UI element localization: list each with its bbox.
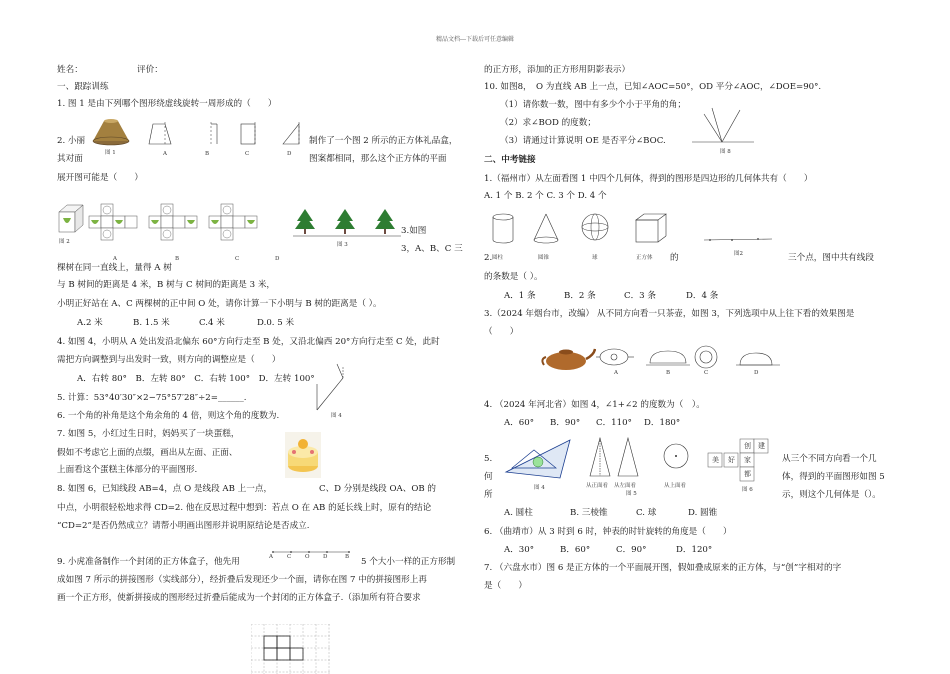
q2-opt-c: C [235, 256, 240, 262]
question-8-a: 8. 如图 6，已知线段 AB=4，点 O 是线段 AB 上一点， [57, 484, 273, 494]
m6-fig-caption: 图 6 [742, 487, 753, 493]
q1-opt-d: D [287, 151, 292, 157]
q2-opt-a: A [113, 256, 117, 262]
q2-nets [87, 202, 277, 254]
teapot-views [594, 343, 784, 373]
q3-opt-b: B. 1.5 米 [133, 318, 170, 328]
m-question-2-num: 2. [484, 253, 493, 263]
q1-option-b-shape [197, 122, 223, 146]
cube-shape [634, 212, 668, 246]
label-cube: 正方体 [636, 255, 653, 261]
m6-opt-b: B．60° [560, 545, 591, 555]
m6-opt-d: D．120° [676, 545, 713, 555]
m-question-1-options: A. 1 个 B. 2 个 C. 3 个 D. 4 个 [484, 191, 607, 201]
question-2-c: 其对面 [57, 154, 83, 164]
m-question-7-a: 7. （六盘水市）图 6 是正方体的一个平面展开图，假如叠成原来的正方体，与“创”字相对的字 [484, 563, 842, 573]
m2-fig-caption: 图2 [734, 251, 743, 257]
question-6: 6. 一个角的补角是这个角余角的 4 倍，则这个角的度数为. [57, 411, 280, 421]
m2-opt-d: D．4 条 [686, 291, 719, 301]
m5-opt-b: B. 三棱锥 [570, 508, 608, 518]
question-10-part-1: （1）请你数一数，图中有多少个小于平角的角； [500, 100, 686, 110]
question-10-part-2: （2）求∠BOD 的度数； [500, 118, 596, 128]
m4-opt-a: A．60° [504, 418, 535, 428]
question-8-b: C、D 分别是线段 OA、OB 的 [319, 484, 437, 494]
question-10: 10. 如图8， O 为直线 AB 上一点，已知∠AOC=50°，OD 平分∠AOC，∠DOE=90°. [484, 82, 822, 92]
three-views-figure [588, 436, 698, 482]
eval-label: 评价： [137, 65, 163, 75]
q3-opt-a: A.2 米 [77, 318, 103, 328]
gift-box-cube [57, 202, 85, 236]
m2-opt-c: C．3 条 [624, 291, 656, 301]
cake-image [285, 432, 321, 478]
question-2-e: 展开图可能是（ ） [57, 173, 143, 183]
q4-fig-caption: 图 4 [331, 413, 342, 419]
seg-label-a: A [269, 554, 273, 560]
m-question-4: 4. （2024 年河北省）如图 4，∠1+∠2 的度数为（ ）。 [484, 400, 705, 410]
q1-option-a-shape [147, 122, 173, 146]
view-front-label: 从正面看 [586, 483, 609, 489]
m-question-7-b: 是（ ） [484, 581, 527, 591]
question-4-a: 4. 如图 4，小明从 A 处出发沿北偏东 60°方向行走至 B 处，又沿北偏西 20°方向行走至 C 处，此时 [57, 337, 440, 347]
label-sphere: 球 [592, 255, 598, 261]
direction-figure [307, 358, 367, 412]
char-hao: 好 [728, 456, 735, 464]
question-1: 1. 图 1 是由下列哪个图形绕虚线旋转一周形成的（ ） [57, 99, 277, 109]
cube-net-grid-figure [251, 624, 331, 674]
question-7-a: 7. 如图 5，小红过生日时，妈妈买了一块蛋糕， [57, 429, 240, 439]
seg-label-c: C [287, 554, 292, 560]
question-9-b: 5 个大小一样的正方形制 [361, 557, 456, 567]
question-4-options: A．右转 80° B．左转 80° C．右转 100° D．左转 100° [77, 374, 315, 384]
char-chuang: 创 [744, 442, 751, 450]
cylinder-shape [490, 212, 516, 246]
question-7-b: 假如不考虑它上面的点缀，画出从左面、正面、 [57, 448, 238, 458]
question-9-a: 9. 小虎准备制作一个封闭的正方体盒子，他先用 [57, 557, 240, 567]
m5-fig5-caption: 图 5 [626, 491, 637, 497]
frustum-figure [91, 117, 131, 147]
m-question-5-a: 从三个不同方向看一个几 [782, 454, 877, 464]
char-du: 都 [744, 470, 751, 478]
right-continuation: 的正方形，添加的正方形用阴影表示） [484, 65, 631, 75]
question-2-d: 图案都相同，那么这个正方体的平面 [309, 154, 447, 164]
seg-label-d: D [323, 554, 328, 560]
m-question-6: 6. （曲靖市）从 3 时到 6 时，钟表的时针旋转的角度是（ ） [484, 527, 732, 537]
m-question-5-suo: 所 [484, 490, 493, 500]
question-8-d: “CD=2”是否仍然成立？请帮小明画出图形并说明原结论是否成立. [57, 521, 310, 531]
sphere-shape [580, 212, 610, 244]
q1-opt-a: A [163, 151, 167, 157]
triangle-ruler-figure [504, 438, 574, 484]
m4-opt-c: C．110° [596, 418, 632, 428]
cone-shape [532, 212, 560, 246]
m2-opt-a: A．1 条 [504, 291, 536, 301]
page-header: 精品文档---下载后可任意编辑 [435, 36, 515, 43]
angle-figure [690, 104, 756, 148]
line-segments-figure [702, 232, 774, 246]
q1-fig-caption: 图 1 [105, 150, 116, 156]
q3-opt-d: D.0. 5 米 [257, 318, 295, 328]
char-jian: 建 [758, 442, 765, 450]
m-question-1: 1.（福州市）从左面看图 1 中四个几何体，得到的图形是四边形的几何体共有（ ） [484, 174, 813, 184]
m2-opt-b: B．2 条 [564, 291, 596, 301]
question-3-a: 3.如图 [401, 226, 427, 236]
question-3-d: 与 B 树间的距离是 4 米，B 树与 C 树间的距离是 3 米， [57, 280, 276, 290]
view-left-label: 从左面看 [614, 483, 637, 489]
question-10-part-3: （3）请通过计算说明 OE 是否平分∠BOC. [500, 136, 666, 146]
char-mei: 美 [712, 456, 719, 464]
m3-opt-c: C [704, 370, 709, 376]
q1-option-d-shape [279, 122, 305, 146]
question-9-c: 成如图 7 所示的拼接图形（实线部分），经折叠后发现还少一个面，请你在图 7 中的拼接图形上再 [57, 575, 427, 585]
char-jia: 家 [744, 456, 751, 464]
m5-fig4-caption: 图 4 [534, 485, 545, 491]
m3-opt-a: A [614, 370, 618, 376]
question-7-c: 上面看这个蛋糕主体部分的平面图形. [57, 465, 198, 475]
teapot-figure [540, 343, 596, 371]
three-trees-figure [293, 207, 403, 243]
m-question-5-c: 示，则这个几何体是（）。 [782, 490, 881, 500]
m5-opt-c: C. 球 [636, 508, 657, 518]
question-3-b: 3，A、B、C 三 [401, 244, 463, 254]
m4-opt-b: B．90° [550, 418, 581, 428]
m-question-2-a: 三个点，图中共有线段 [788, 253, 874, 263]
question-4-b: 需把方向调整到与出发时一致，则方向的调整应是（ ） [57, 355, 281, 365]
m5-opt-a: A. 圆柱 [504, 508, 533, 518]
question-9-d: 画一个正方形，使新拼接成的图形经过折叠后能成为一个封闭的正方体盒子.（添加所有符合要求 [57, 593, 421, 603]
q1-option-c-shape [237, 122, 263, 146]
m6-opt-c: C．90° [616, 545, 647, 555]
q2-opt-d: D [275, 256, 280, 262]
seg-label-o: O [305, 554, 310, 560]
q2-fig-caption: 图 2 [59, 239, 70, 245]
label-cone: 圆锥 [538, 255, 550, 261]
q2-opt-b: B [175, 256, 180, 262]
m-question-2-b: 的条数是（ ）。 [484, 272, 543, 282]
m-question-5-he: 何 [484, 472, 493, 482]
view-top-label: 从上面看 [664, 483, 687, 489]
section-title-2: 二、中考链接 [484, 155, 536, 165]
question-3-e: 小明正好站在 A、C 两棵树的正中间 O 处，请你计算一下小明与 B 树的距离是（ ）。 [57, 299, 382, 309]
q1-opt-c: C [245, 151, 250, 157]
m-question-3-b: （ ） [484, 327, 519, 337]
q3-opt-c: C.4 米 [199, 318, 225, 328]
section-title-1: 一、跟踪训练 [57, 82, 109, 92]
name-label: 姓名： [57, 65, 83, 75]
q1-opt-b: B [205, 151, 210, 157]
m-question-2-mid: 的 [670, 253, 679, 263]
m4-opt-d: D．180° [644, 418, 681, 428]
question-3-c: 棵树在同一直线上，量得 A 树 [57, 263, 172, 273]
seg-label-b: B [345, 554, 350, 560]
question-5: 5. 计算：53°40′30″×2−75°57′28″÷2=______. [57, 393, 247, 403]
question-2-a: 2. 小丽 [57, 136, 86, 146]
segment-ab-figure [271, 546, 351, 556]
m-question-3-a: 3.（2024 年烟台市，改编） 从不同方向看一只茶壶，如图 3，下列选项中从上往下看的效果图是 [484, 309, 855, 319]
question-2-b: 制作了一个图 2 所示的正方体礼品盒， [309, 136, 458, 146]
question-8-c: 中点，小明很轻松地求得 CD=2. 他在反思过程中想到：若点 O 在 AB 的延长线上时，原有的结论 [57, 503, 432, 513]
label-cylinder: 圆柱 [492, 255, 504, 261]
q3-fig-caption: 图 3 [337, 242, 348, 248]
m3-opt-d: D [754, 370, 759, 376]
m-question-5-num: 5. [484, 454, 493, 464]
m6-opt-a: A．30° [504, 545, 535, 555]
q10-fig-caption: 图 8 [720, 149, 731, 155]
m-question-5-b: 体，得到的平面图形如图 5 [782, 472, 885, 482]
m3-opt-b: B [666, 370, 671, 376]
m5-opt-d: D. 圆锥 [688, 508, 718, 518]
